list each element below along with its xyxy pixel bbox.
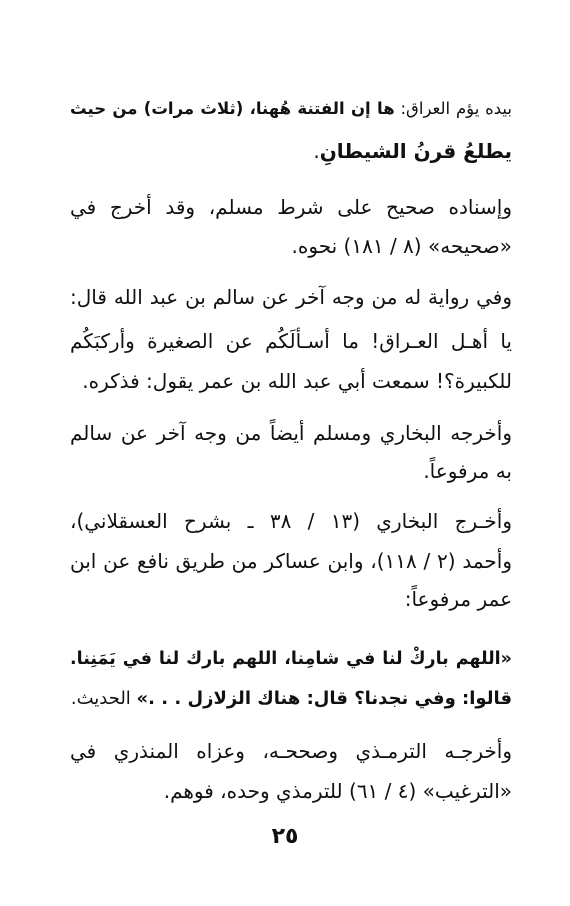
text-line: وأخرجـه الترمـذي وصححـه، وعزاه المنذري في xyxy=(70,739,512,763)
text-line: «صحيحه» (٨ / ١٨١) نحوه. xyxy=(291,234,512,258)
text-line xyxy=(70,136,512,166)
text-line: يا أهـل العـراق! ما أسـألَكُم عن الصغيرة وأركبَكُم xyxy=(70,329,512,353)
hadith-bold-text: قالوا: وفي نجدنا؟ قال: هناك الزلازل . . .» xyxy=(136,688,512,709)
text-line: وإسناده صحيح على شرط مسلم، وقد أخرج في xyxy=(70,195,512,219)
hadith-bold-text: ها إن الفتنة هُهنا، (ثلاث مرات) من حيث xyxy=(70,99,395,118)
text-line xyxy=(70,684,512,714)
text-line: للكبيرة؟! سمعت أبي عبد الله بن عمر يقول: فذكره. xyxy=(82,369,512,393)
page-number: ٢٥ xyxy=(271,824,299,849)
text-line: وفي رواية له من وجه آخر عن سالم بن عبد الله قال: xyxy=(70,285,512,309)
text-line: «الترغيب» (٤ / ٦١) للترمذي وحده، فوهم. xyxy=(163,779,512,803)
text-line: وأخرجه البخاري ومسلم أيضاً من وجه آخر عن سالم xyxy=(70,421,512,445)
text-line xyxy=(70,94,512,124)
text-line: وأخـرج البخاري (١٣ / ٣٨ ـ بشرح العسقلاني)، xyxy=(70,509,513,533)
hadith-bold-text: يطلعُ قرنُ الشيطانِ xyxy=(319,139,512,163)
text-line xyxy=(70,644,512,674)
text-line: به مرفوعاً. xyxy=(423,459,512,483)
hadith-bold-text: «اللهم باركْ لنا في شامِنا، اللهم بارك لنا في يَمَنِنا. xyxy=(70,649,512,669)
text-line: عمر مرفوعاً: xyxy=(404,587,512,611)
text-span: . xyxy=(313,139,320,163)
text-line: وأحمد (٢ / ١١٨)، وابن عساكر من طريق نافع عن ابن xyxy=(70,549,513,573)
text-span: الحديث. xyxy=(70,688,137,709)
text-span: بيده يؤم العراق: xyxy=(394,99,512,118)
